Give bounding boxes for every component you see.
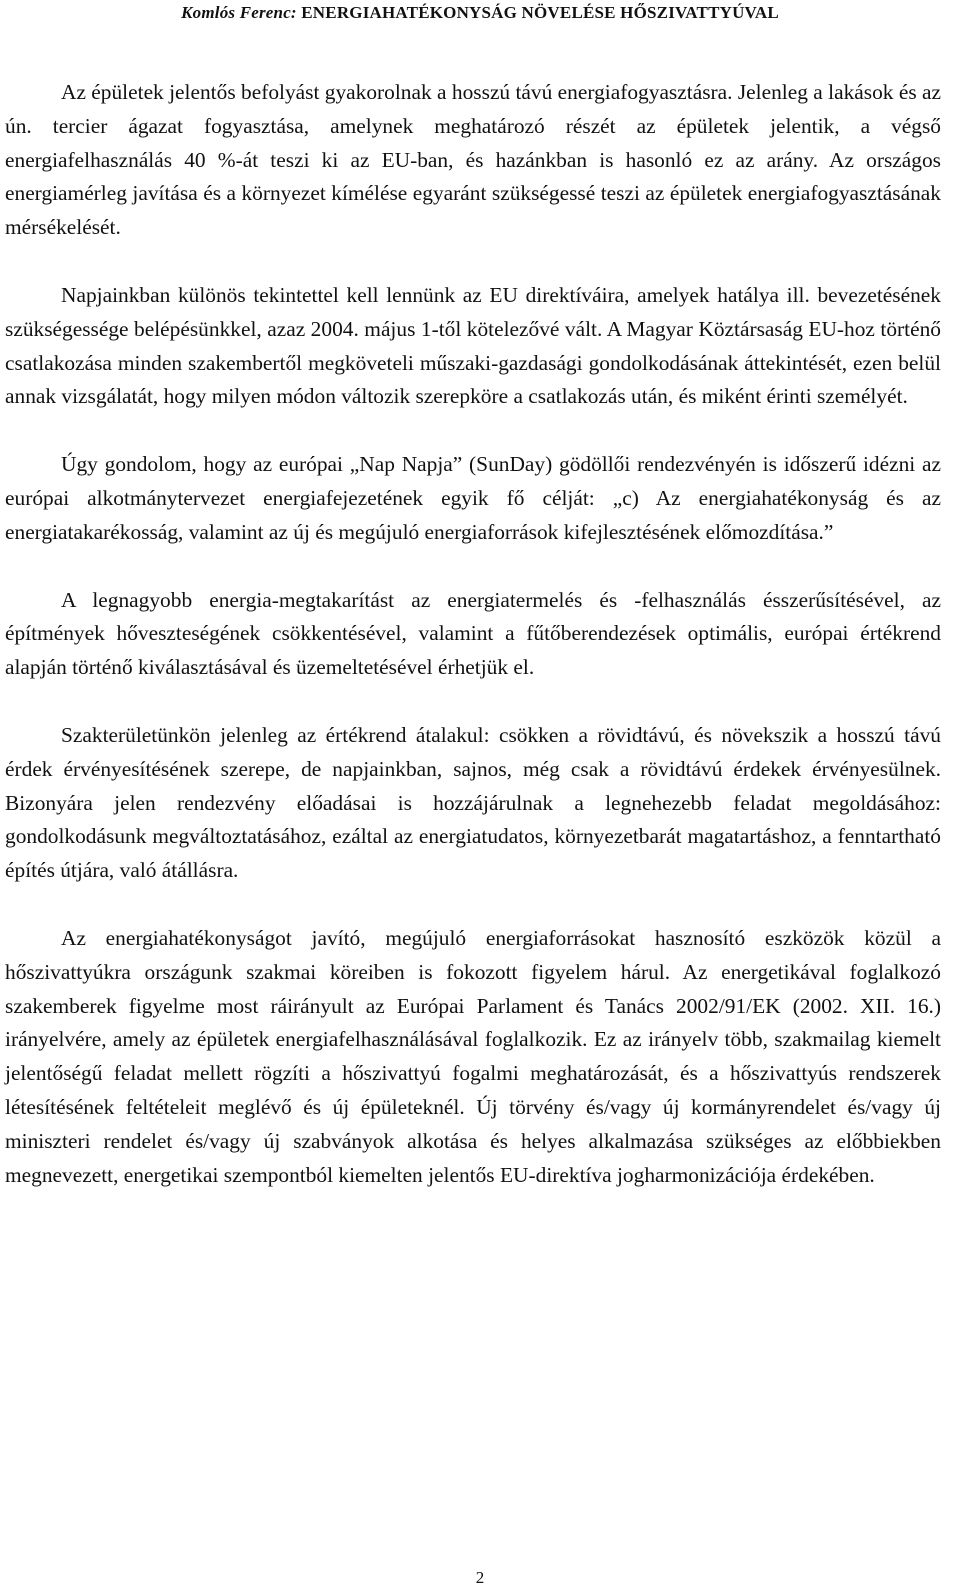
header-title: ENERGIAHATÉKONYSÁG NÖVELÉSE HŐSZIVATTYÚVAL: [301, 3, 779, 22]
running-header: [0, 3, 960, 23]
paragraph-5: Szakterületünkön jelenleg az értékrend átalakul: csökken a rövidtávú, és növekszik a hosszú távú érdek érvényesítésének szerepe, de napjainkban, sajnos, még csak a rövidtávú érdekek érvényesülnek. Bizonyára jelen rendezvény előadásai is hozzájárulnak a legnehezebb feladat megoldásához: gondolkodásunk megváltoztatásához, ezáltal az energiatudatos, környezetbarát magatartáshoz, a fenntartható építés útjára, való átállásra.: [5, 722, 941, 883]
document-body: [5, 76, 941, 1192]
page-number: 2: [475, 1568, 485, 1587]
paragraph-3: Úgy gondolom, hogy az európai „Nap Napja” (SunDay) gödöllői rendezvényén is időszerű idézni az európai alkotmánytervezet energiafejezetének egyik fő célját: „c) Az energiahatékonyság és az energiatakarékosság, valamint az új és megújuló energiaforrások kifejlesztésének előmozdítása.”: [5, 452, 941, 544]
paragraph-1: Az épületek jelentős befolyást gyakorolnak a hosszú távú energiafogyasztásra. Jelenleg a lakások és az ún. tercier ágazat fogyasztása, amelynek meghatározó részét az épületek jelentik, a végső energiafelhasználás 40 %-át teszi ki az EU-ban, és hazánkban is hasonló ez az arány. Az országos energiamérleg javítása és a környezet kímélése egyaránt szükségessé teszi az épületek energiafogyasztásának mérsékelését.: [5, 80, 941, 240]
paragraph-2: Napjainkban különös tekintettel kell lennünk az EU direktíváira, amelyek hatálya ill. bevezetésének szükségessége belépésünkkel, azaz 2004. május 1-től kötelezővé vált. A Magyar Köztársaság EU-hoz történő csatlakozása minden szakembertől megköveteli műszaki-gazdasági gondolkodásának áttekintését, ezen belül annak vizsgálatát, hogy milyen módon változik szerepköre a csatlakozás után, és miként érinti személyét.: [5, 282, 941, 409]
header-author: Komlós Ferenc:: [181, 3, 297, 22]
paragraph-6: Az energiahatékonyságot javító, megújuló energiaforrásokat hasznosító eszközök közül a hőszivattyúkra országunk szakmai köreiben is fokozott figyelem hárul. Az energetikával foglalkozó szakemberek figyelme most ráirányult az Európai Parlament és Tanács 2002/91/EK (2002. XII. 16.) irányelvére, amely az épületek energiafelhasználásával foglalkozik. Ez az irányelv több, szakmailag kiemelt jelentőségű feladat mellett rögzíti a hőszivattyú fogalmi meghatározását, és a hőszivattyús rendszerek létesítésének feltételeit meglévő és új épületeknél. Új törvény és/vagy új kormányrendelet és/vagy új miniszteri rendelet és/vagy új szabványok alkotása és helyes alkalmazása szükséges az előbbiekben megnevezett, energetikai szempontból kiemelten jelentős EU-direktíva jogharmonizációja érdekében.: [5, 925, 941, 1187]
paragraph-4: A legnagyobb energia-megtakarítást az energiatermelés és -felhasználás ésszerűsítésével, az építmények hőveszteségének csökkentésével, valamint a fűtőberendezések optimális, európai értékrend alapján történő kiválasztásával és üzemeltetésével érhetjük el.: [5, 587, 941, 680]
